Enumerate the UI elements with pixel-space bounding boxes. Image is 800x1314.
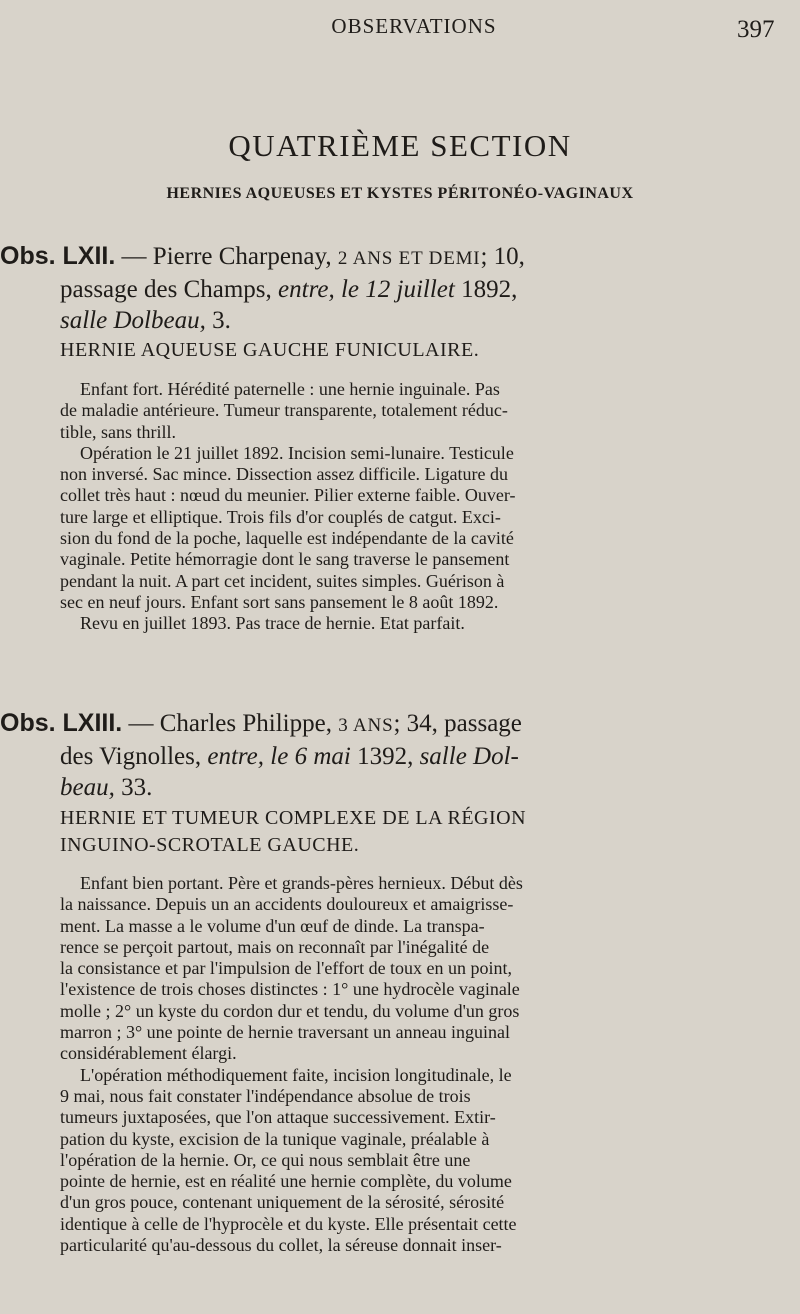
- patient-age: 3 ANS: [338, 715, 394, 736]
- text-line: particularité qu'au-dessous du collet, la séreuse donnait inser-: [60, 1235, 502, 1256]
- patient-address: ; 10,: [480, 243, 525, 270]
- observation-header-line: [0, 741, 760, 772]
- observation-header: [0, 241, 760, 336]
- admission-year: 1392,: [350, 743, 420, 770]
- observation-text: [60, 873, 760, 1256]
- text-line: 9 mai, nous fait constater l'indépendance absolue de trois: [60, 1085, 471, 1106]
- observation-header-line: [0, 772, 760, 803]
- diagnosis-heading: [60, 805, 760, 859]
- patient-address: passage des Champs,: [60, 276, 279, 303]
- observation-header-line: [0, 241, 760, 274]
- bed-number: 3.: [205, 307, 231, 334]
- text-line: Enfant fort. Hérédité paternelle : une hernie inguinale. Pas: [80, 379, 500, 399]
- running-title: OBSERVATIONS: [331, 14, 497, 38]
- text-line: ture large et elliptique. Trois fils d'or couplés de catgut. Exci-: [60, 506, 501, 527]
- text-line: collet très haut : nœud du meunier. Pilier externe faible. Ouver-: [60, 485, 516, 506]
- text-line: rence se perçoit partout, mais on reconnaît par l'inégalité de: [60, 936, 490, 957]
- text-line: l'existence de trois choses distinctes : 1° une hydrocèle vaginale: [60, 979, 520, 1000]
- observation-number: Obs. LXIII.: [0, 709, 123, 737]
- observation-header-line: [0, 708, 760, 741]
- patient-name: — Pierre Charpenay,: [115, 243, 338, 270]
- text-line: Revu en juillet 1893. Pas trace de hernie. Etat parfait.: [80, 613, 465, 634]
- observation-header: [0, 708, 760, 803]
- hospital-ward: salle Dol-: [419, 743, 519, 770]
- observation-header-line: [0, 274, 760, 305]
- patient-name: — Charles Philippe,: [122, 710, 339, 737]
- admission-year: 1892,: [454, 276, 518, 303]
- section-subtitle: HERNIES AQUEUSES ET KYSTES PÉRITONÉO-VAGINAUX: [166, 185, 634, 202]
- observation-header-line: [0, 305, 760, 336]
- diagnosis-line: INGUINO-SCROTALE GAUCHE.: [60, 834, 360, 856]
- text-line: L'opération méthodiquement faite, incision longitudinale, le: [80, 1064, 512, 1085]
- text-line: marron ; 3° une pointe de hernie traversant un anneau inguinal: [60, 1022, 511, 1043]
- diagnosis-heading: [60, 337, 760, 364]
- text-line: pation du kyste, excision de la tunique vaginale, préalable à: [60, 1128, 490, 1149]
- bed-number: 33.: [114, 774, 153, 801]
- text-line: molle ; 2° un kyste du cordon dur et tendu, du volume d'un gros: [60, 1000, 520, 1021]
- observation-text: [60, 379, 760, 635]
- admission-date: entre, le 12 juillet: [278, 276, 455, 303]
- hospital-ward: beau,: [60, 774, 115, 801]
- text-line: la consistance et par l'impulsion de l'effort de toux en un point,: [60, 958, 513, 979]
- text-line: tumeurs juxtaposées, que l'on attaque successivement. Extir-: [60, 1107, 496, 1128]
- text-line: considérablement élargi.: [60, 1043, 237, 1064]
- text-line: tible, sans thrill.: [60, 421, 176, 442]
- patient-age: 2 ANS ET DEMI: [337, 248, 481, 269]
- hospital-ward: salle Dolbeau,: [60, 307, 206, 334]
- text-line: l'opération de la hernie. Or, ce qui nous semblait être une: [60, 1149, 471, 1170]
- patient-address: ; 34, passage: [393, 710, 522, 737]
- text-line: la naissance. Depuis un an accidents douloureux et amaigrisse-: [60, 894, 514, 915]
- diagnosis-line: HERNIE AQUEUSE GAUCHE FUNICULAIRE.: [60, 339, 480, 361]
- text-line: sion du fond de la poche, laquelle est indépendante de la cavité: [60, 528, 514, 549]
- admission-date: entre, le 6 mai: [207, 743, 351, 770]
- text-line: non inversé. Sac mince. Dissection assez difficile. Ligature du: [60, 464, 509, 485]
- page-number: 397: [737, 16, 775, 43]
- diagnosis-line: HERNIE ET TUMEUR COMPLEXE DE LA RÉGION: [60, 807, 527, 829]
- text-line: vaginale. Petite hémorragie dont le sang traverse le pansement: [60, 549, 510, 570]
- text-line: pendant la nuit. A part cet incident, suites simples. Guérison à: [60, 570, 505, 591]
- text-line: ment. La masse a le volume d'un œuf de dinde. La transpa-: [60, 915, 485, 936]
- text-line: Enfant bien portant. Père et grands-pères hernieux. Début dès: [80, 873, 523, 893]
- patient-address: des Vignolles,: [60, 743, 208, 770]
- running-head: [0, 10, 800, 43]
- text-line: de maladie antérieure. Tumeur transparente, totalement réduc-: [60, 400, 508, 421]
- text-line: pointe de hernie, est en réalité une hernie complète, du volume: [60, 1171, 512, 1192]
- text-line: identique à celle de l'hyprocèle et du kyste. Elle présentait cette: [60, 1213, 517, 1234]
- observation-number: Obs. LXII.: [0, 242, 116, 270]
- text-line: sec en neuf jours. Enfant sort sans pansement le 8 août 1892.: [60, 591, 499, 612]
- section-title: QUATRIÈME SECTION: [228, 128, 572, 163]
- text-line: Opération le 21 juillet 1892. Incision semi-lunaire. Testicule: [80, 442, 514, 463]
- text-line: d'un gros pouce, contenant uniquement de la sérosité, sérosité: [60, 1192, 505, 1213]
